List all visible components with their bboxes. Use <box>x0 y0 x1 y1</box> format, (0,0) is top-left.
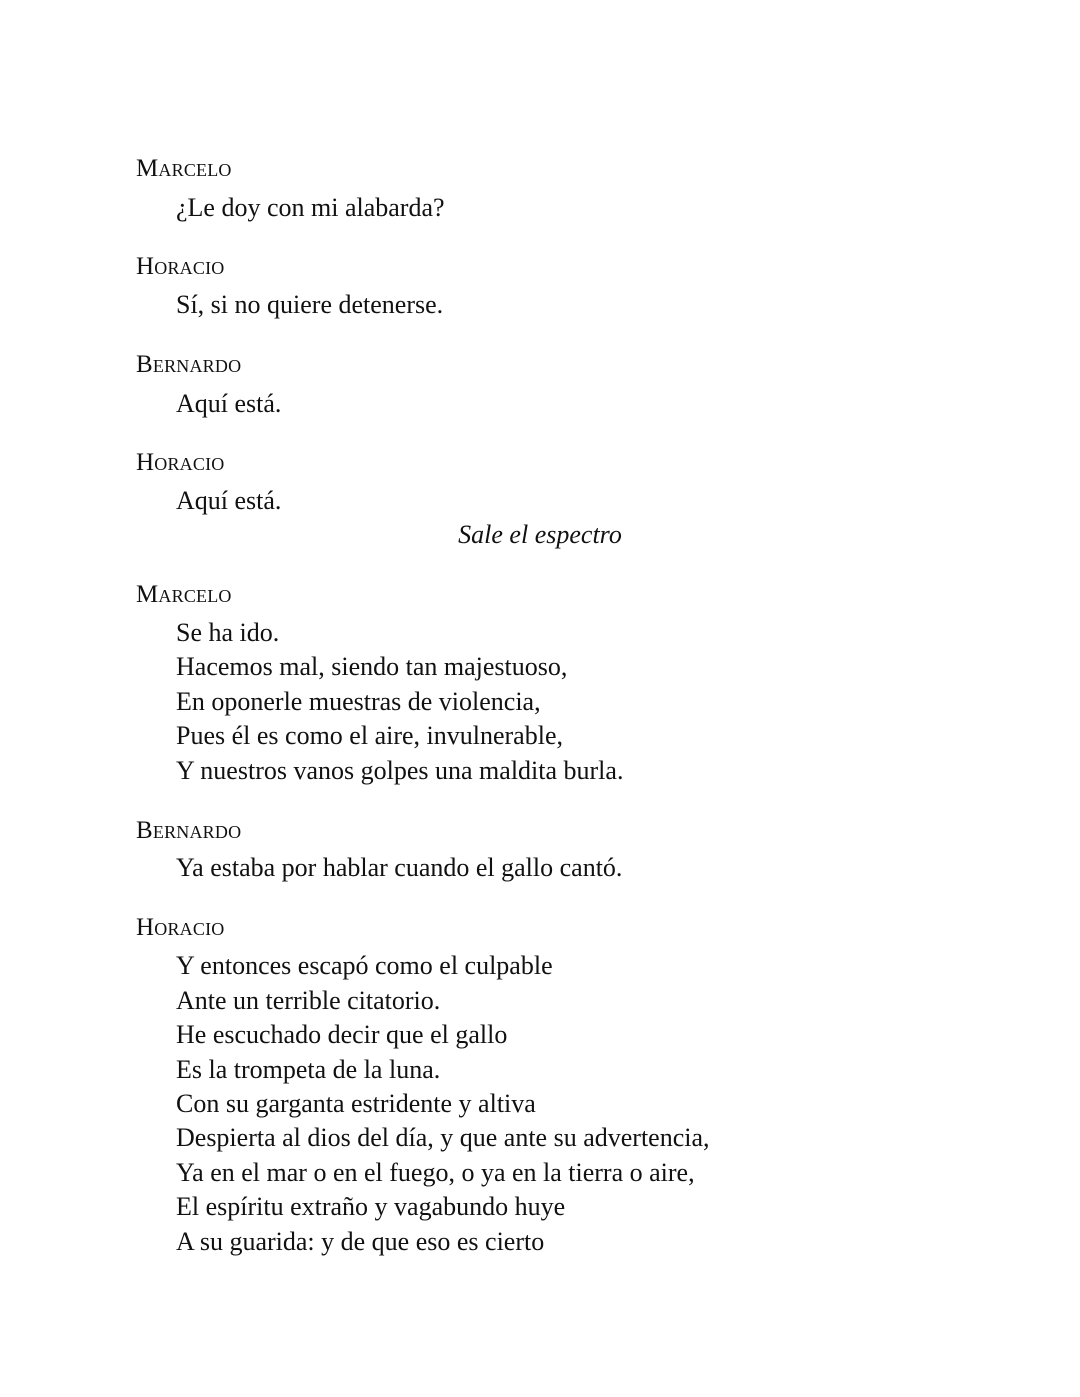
dialogue-line: Hacemos mal, siendo tan majestuoso, <box>176 652 568 681</box>
dialogue-line: Y entonces escapó como el culpable <box>176 951 553 980</box>
dialogue-line: Sí, si no quiere detenerse. <box>176 290 444 319</box>
dialogue-line: Ya estaba por hablar cuando el gallo cantó. <box>176 853 623 882</box>
speaker-name: Bernardo <box>136 351 242 378</box>
stage-direction: Sale el espectro <box>458 520 622 549</box>
dialogue-line: Ya en el mar o en el fuego, o ya en la tierra o aire, <box>176 1158 695 1187</box>
speaker-name: Horacio <box>136 253 225 280</box>
speaker-name: Marcelo <box>136 155 232 182</box>
dialogue-line: He escuchado decir que el gallo <box>176 1020 508 1049</box>
dialogue-line: A su guarida: y de que eso es cierto <box>176 1227 545 1256</box>
dialogue-line: Y nuestros vanos golpes una maldita burla. <box>176 756 624 785</box>
dialogue-line: Despierta al dios del día, y que ante su advertencia, <box>176 1123 710 1152</box>
speaker-name: Marcelo <box>136 581 232 608</box>
speaker-name: Horacio <box>136 449 225 476</box>
dialogue-line: Es la trompeta de la luna. <box>176 1055 441 1084</box>
dialogue-line: Pues él es como el aire, invulnerable, <box>176 721 563 750</box>
dialogue-line: En oponerle muestras de violencia, <box>176 687 541 716</box>
speaker-name: Bernardo <box>136 817 242 844</box>
speaker-name: Horacio <box>136 914 225 941</box>
dialogue-line: Aquí está. <box>176 389 282 418</box>
dialogue-line: Se ha ido. <box>176 618 280 647</box>
dialogue-line: Con su garganta estridente y altiva <box>176 1089 536 1118</box>
dialogue-line: Ante un terrible citatorio. <box>176 986 441 1015</box>
dialogue-line: ¿Le doy con mi alabarda? <box>176 193 445 222</box>
dialogue-line: El espíritu extraño y vagabundo huye <box>176 1192 566 1221</box>
dialogue-line: Aquí está. <box>176 486 282 515</box>
